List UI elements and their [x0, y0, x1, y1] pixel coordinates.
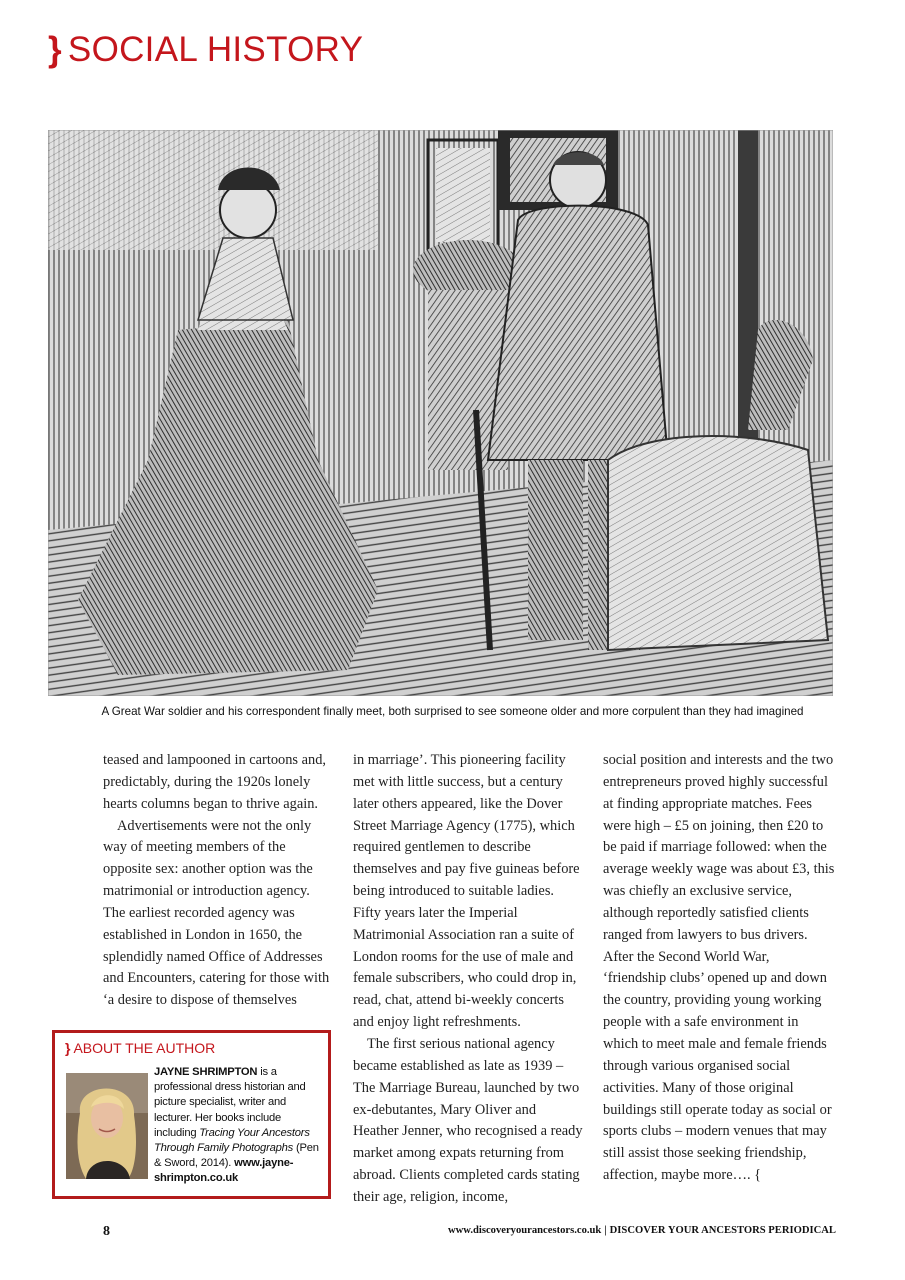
article-column-1: [103, 750, 335, 1012]
author-name: JAYNE SHRIMPTON: [154, 1066, 258, 1078]
bio-intro: is a professional dress historian and picture specialist, writer and lecturer. Her books include including: [154, 1066, 306, 1139]
article-column-3: [603, 750, 835, 1187]
section-header: [48, 30, 363, 70]
footer-credit: [448, 1225, 836, 1236]
article-column-2: [353, 750, 585, 1209]
book-title: Tracing Your Ancestors Through Family Photographs: [154, 1126, 310, 1155]
image-caption: A Great War soldier and his correspondent finally meet, both surprised to see someone older and more corpulent than they had imagined: [101, 705, 804, 718]
section-title: SOCIAL HISTORY: [67, 30, 364, 69]
brace-glyph: }: [65, 1040, 71, 1056]
author-photo: [66, 1073, 148, 1179]
author-bio: [154, 1065, 326, 1187]
page-number: 8: [103, 1224, 110, 1239]
about-heading-text: ABOUT THE AUTHOR: [73, 1040, 216, 1056]
footer-separator: |: [604, 1225, 607, 1236]
paragraph: The first serious national agency became established as late as 1939 – The Marriage Bureau, launched by two ex-debutantes, Mary Oliver and Heather Jenner, who recognised a ready market among expats returning from abroad. Clients completed cards stating their age, religion, income,: [353, 1035, 583, 1205]
paragraph: Advertisements were not the only way of meeting members of the opposite sex: another option was the matrimonial or introduction agency. The earliest recorded agency was established in London in 1650, the splendidly named Office of Addresses and Encounters, catering for those with ‘a desire to dispose of themselves: [103, 817, 330, 1009]
paragraph: social position and interests and the two entrepreneurs proved highly successful at finding appropriate matches. Fees were high – £5 on joining, then £20 to be paid if marriage followed: when the average weekly wage was about £3, this was chiefly an exclusive service, although reportedly satisfied clients ranged from lawyers to bus drivers. After the Second World War, ‘friendship clubs’ opened up and down the country, providing young working people with a safe environment in which to meet male and female friends through various organised social activities. Many of those original buildings still operate today as social or sports clubs – modern venues that may still assist those seeking friendship, affection, maybe more…. {: [603, 752, 835, 1184]
paragraph: teased and lampooned in cartoons and, predictably, during the 1920s lonely hearts columns began to thrive again.: [103, 752, 326, 812]
brace-glyph: }: [48, 30, 62, 69]
about-the-author-box: [52, 1030, 331, 1199]
author-website-link[interactable]: www.jayne-shrimpton.co.uk: [154, 1157, 294, 1185]
footer-publication: DISCOVER YOUR ANCESTORS PERIODICAL: [609, 1225, 836, 1236]
paragraph: in marriage’. This pioneering facility met with little success, but a century later others appeared, like the Dover Street Marriage Agency (1775), which required gentlemen to describe themselves and pay five guineas before being introduced to suitable ladies. Fifty years later the Imperial Matrimonial Association ran a suite of London rooms for the use of male and female subscribers, who could drop in, read, chat, attend bi-weekly concerts and enjoy light refreshments.: [353, 752, 580, 1031]
footer-url[interactable]: www.discoveryourancestors.co.uk: [448, 1225, 602, 1236]
about-heading: [65, 1040, 215, 1056]
cartoon-illustration: [48, 130, 833, 696]
book-details: (Pen & Sword, 2014).: [154, 1142, 319, 1170]
